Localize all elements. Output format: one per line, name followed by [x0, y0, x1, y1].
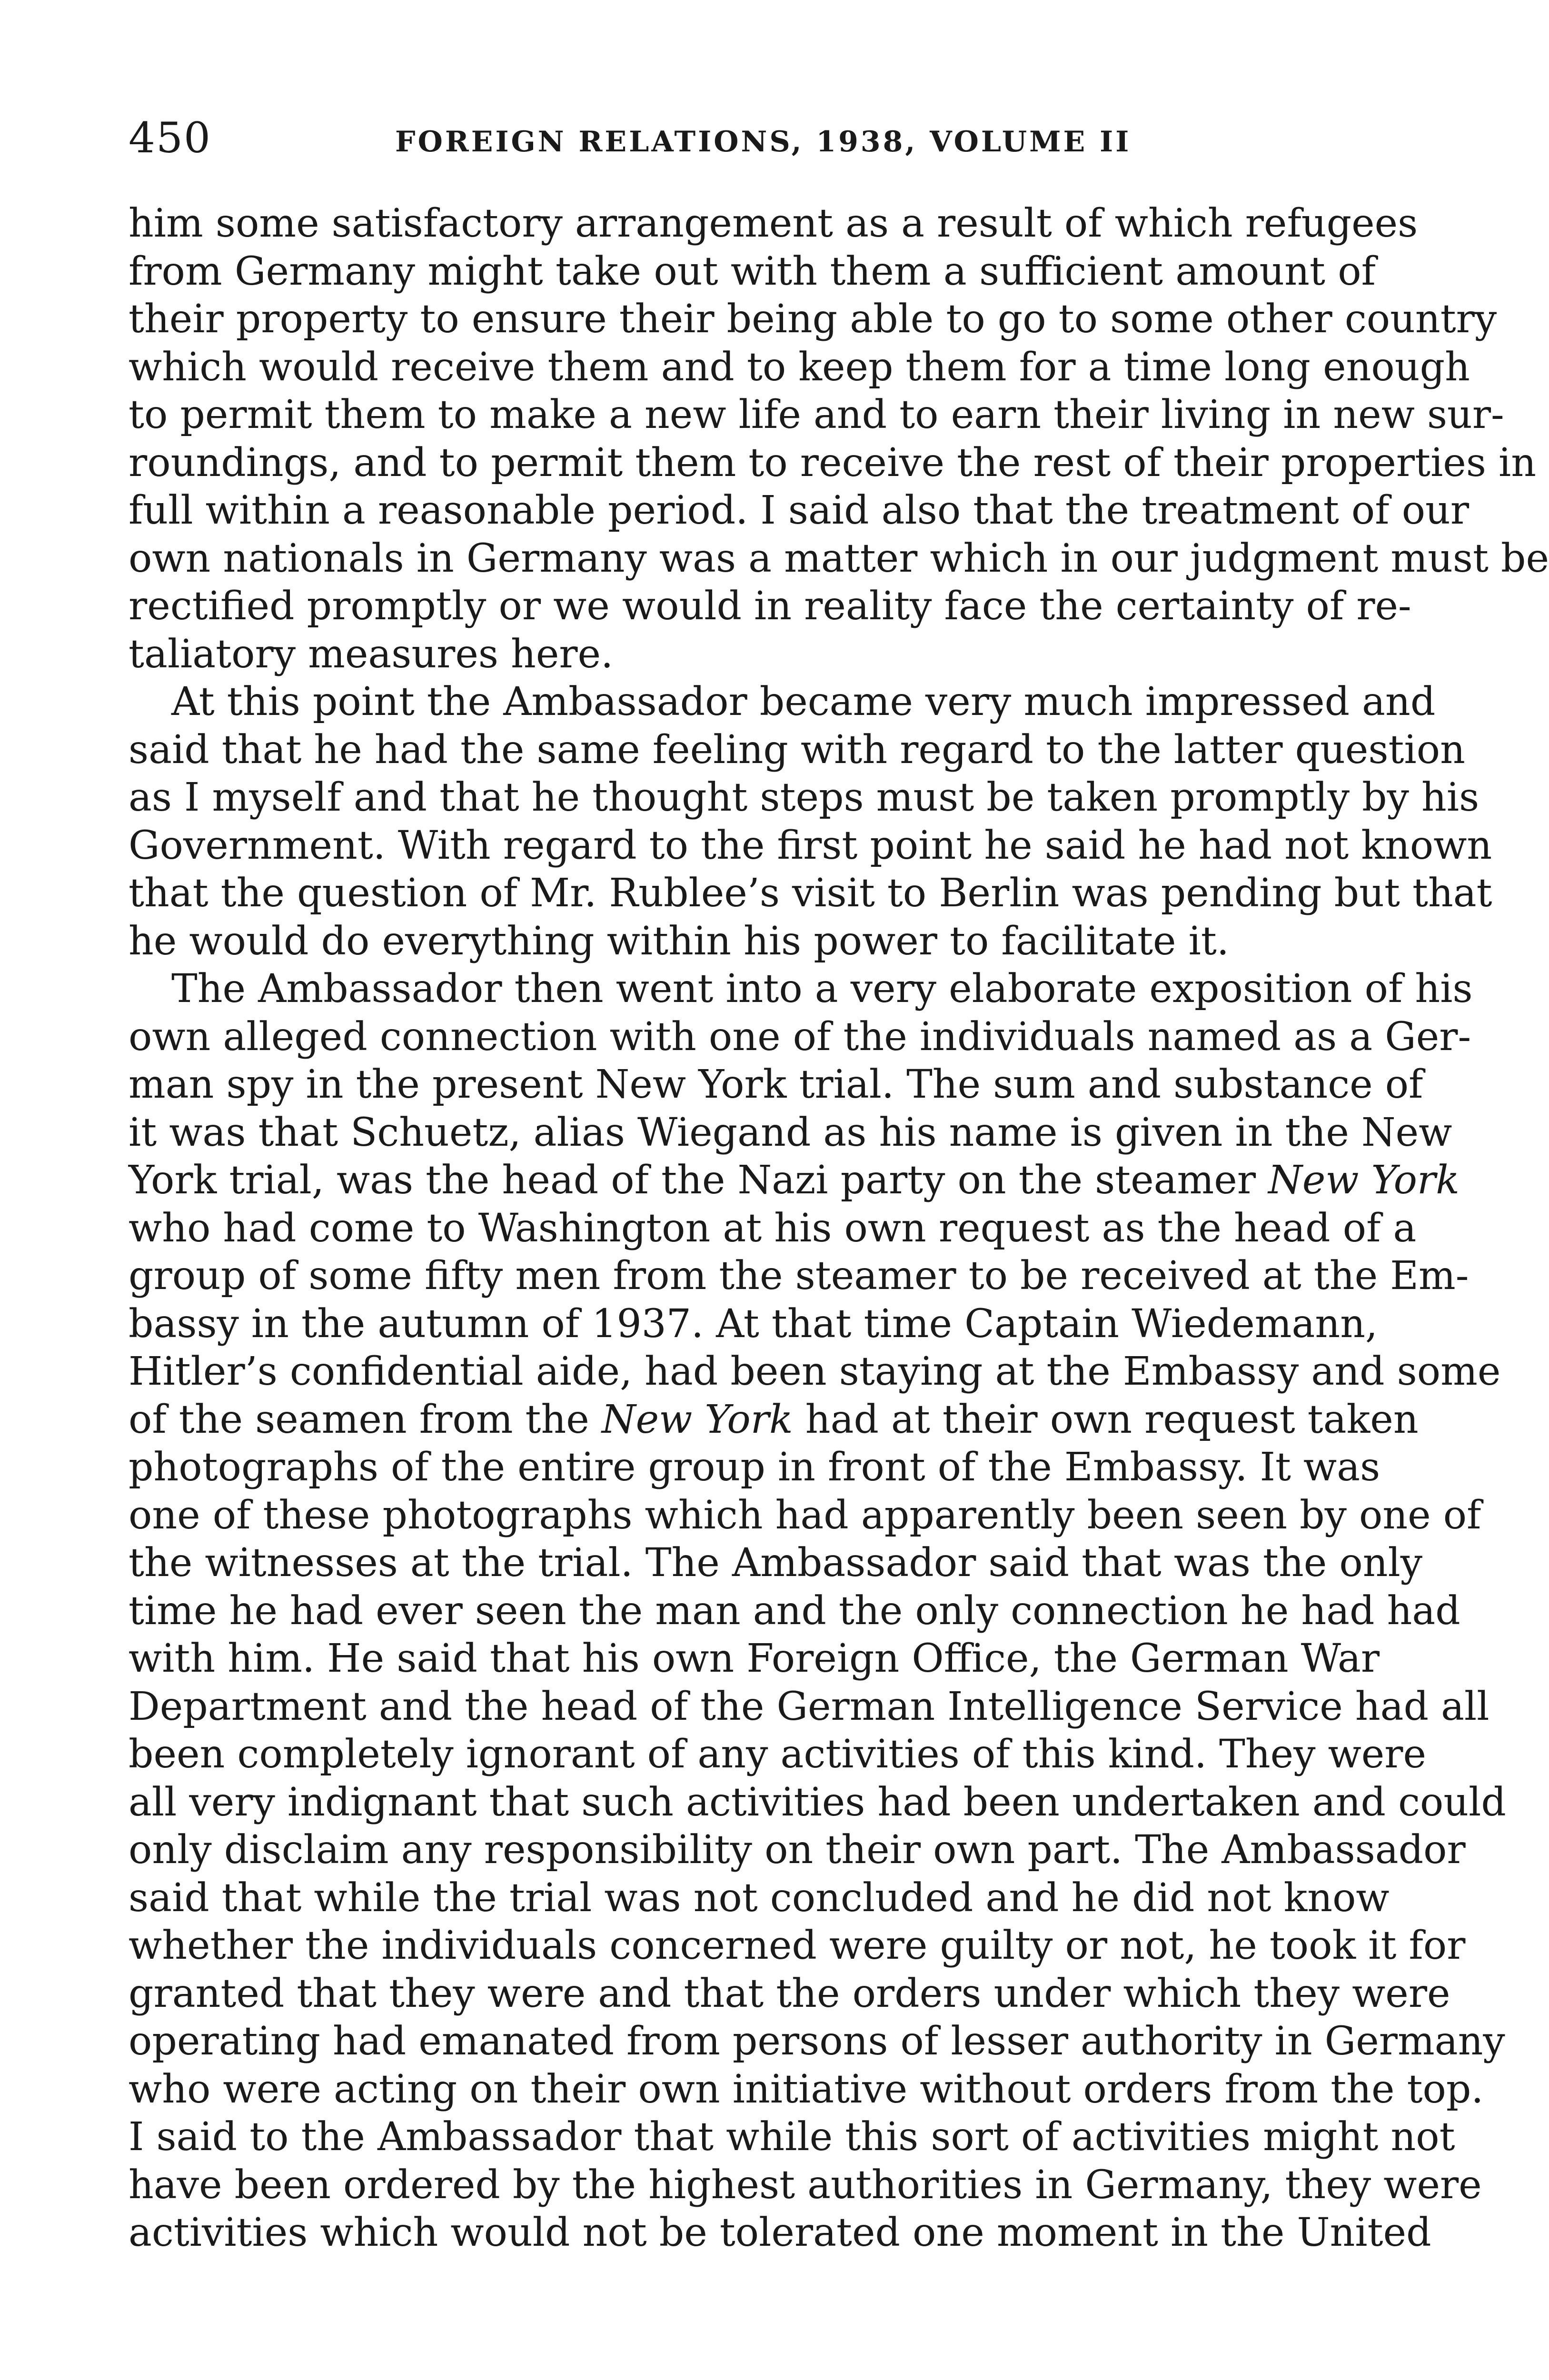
text-line: own alleged connection with one of the individuals named as a Ger-: [129, 1014, 1471, 1060]
text-line: time he had ever seen the man and the only connection he had had: [129, 1588, 1460, 1634]
text-line: the witnesses at the trial. The Ambassador said that was the only: [129, 1540, 1423, 1586]
text-line: man spy in the present New York trial. The sum and substance of: [129, 1062, 1423, 1107]
text-line: granted that they were and that the orders under which they were: [129, 1971, 1450, 2016]
text-segment: of the seamen from the: [129, 1397, 602, 1442]
text-line: that the question of Mr. Rublee’s visit to Berlin was pending but that: [129, 871, 1492, 916]
text-line: Government. With regard to the first point he said he had not known: [129, 823, 1492, 868]
text-segment: York trial, was the head of the Nazi party on the steamer: [129, 1158, 1269, 1203]
text-line: said that he had the same feeling with regard to the latter question: [129, 727, 1465, 773]
body-text: [129, 200, 1549, 2257]
page-header: [129, 114, 1385, 171]
italic-ship-name: New York: [601, 1397, 793, 1442]
text-line: as I myself and that he thought steps must be taken promptly by his: [129, 775, 1479, 820]
text-line: taliatory measures here.: [129, 631, 614, 677]
text-line: At this point the Ambassador became very much impressed and: [171, 679, 1436, 724]
text-line: it was that Schuetz, alias Wiegand as his name is given in the New: [129, 1110, 1452, 1155]
text-line: with him. He said that his own Foreign Office, the German War: [129, 1636, 1380, 1681]
text-segment: had at their own request taken: [793, 1397, 1419, 1442]
text-line: whether the individuals concerned were guilty or not, he took it for: [129, 1923, 1466, 1968]
text-line: operating had emanated from persons of lesser authority in Germany: [129, 2019, 1505, 2064]
text-line: The Ambassador then went into a very elaborate exposition of his: [171, 966, 1473, 1012]
text-line: photographs of the entire group in front of the Embassy. It was: [129, 1445, 1380, 1490]
text-line: one of these photographs which had apparently been seen by one of: [129, 1492, 1481, 1538]
text-line: Hitler’s confidential aide, had been staying at the Embassy and some: [129, 1349, 1501, 1394]
text-line: from Germany might take out with them a sufficient amount of: [129, 248, 1376, 294]
text-line: group of some fifty men from the steamer to be received at the Em-: [129, 1253, 1469, 1299]
page-number: 450: [129, 113, 211, 162]
text-line: have been ordered by the highest authorities in Germany, they were: [129, 2162, 1482, 2208]
text-line: roundings, and to permit them to receive the rest of their properties in: [129, 440, 1537, 486]
text-line: their property to ensure their being able to go to some other country: [129, 297, 1497, 342]
text-line: only disclaim any responsibility on their own part. The Ambassador: [129, 1827, 1466, 1873]
text-line: to permit them to make a new life and to earn their living in new sur-: [129, 392, 1504, 437]
text-line: who were acting on their own initiative without orders from the top.: [129, 2066, 1484, 2112]
text-line: full within a reasonable period. I said also that the treatment of our: [129, 488, 1470, 533]
text-line: who had come to Washington at his own request as the head of a: [129, 1205, 1417, 1251]
text-line: activities which would not be tolerated one moment in the United: [129, 2210, 1431, 2255]
text-line: Department and the head of the German Intelligence Service had all: [129, 1684, 1489, 1729]
text-line: [129, 1396, 1419, 1444]
text-line: which would receive them and to keep them for a time long enough: [129, 344, 1470, 390]
text-line: been completely ignorant of any activities of this kind. They were: [129, 1732, 1427, 1777]
text-line: he would do everything within his power to facilitate it.: [129, 918, 1229, 964]
text-line: all very indignant that such activities had been undertaken and could: [129, 1779, 1506, 1825]
text-line: own nationals in Germany was a matter which in our judgment must be: [129, 536, 1549, 581]
text-line: him some satisfactory arrangement as a result of which refugees: [129, 201, 1418, 246]
text-line: said that while the trial was not concluded and he did not know: [129, 1875, 1390, 1921]
italic-ship-name: New York: [1268, 1158, 1460, 1203]
running-head: FOREIGN RELATIONS, 1938, VOLUME II: [395, 125, 1132, 159]
text-line: [129, 1157, 1460, 1205]
text-line: I said to the Ambassador that while this sort of activities might not: [129, 2114, 1455, 2160]
text-line: rectified promptly or we would in reality face the certainty of re-: [129, 584, 1411, 629]
text-line: bassy in the autumn of 1937. At that time Captain Wiedemann,: [129, 1301, 1378, 1347]
